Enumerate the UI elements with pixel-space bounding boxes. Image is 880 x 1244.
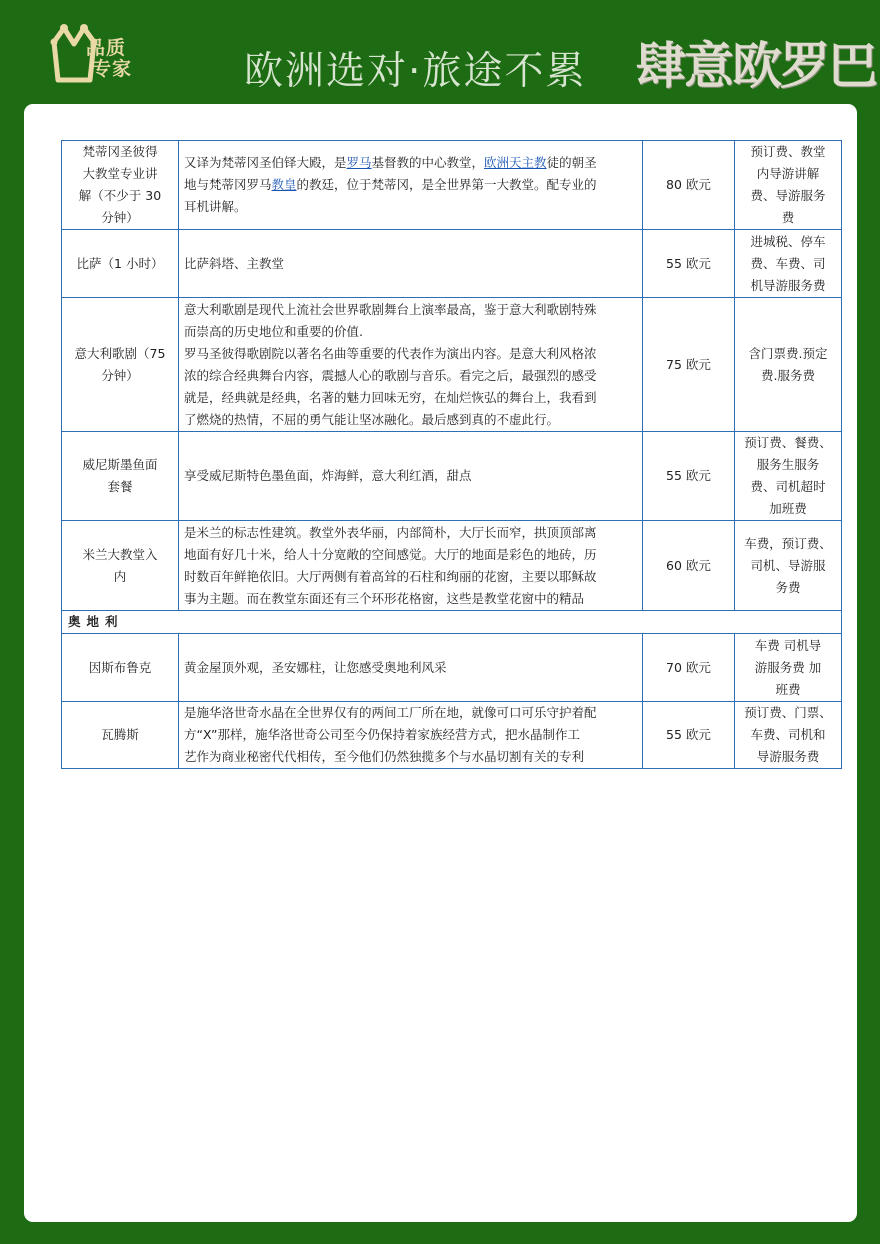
tour-name-cell: 梵蒂冈圣彼得 大教堂专业讲 解（不少于 30 分钟） [62,141,179,230]
tour-description-cell: 又译为梵蒂冈圣伯铎大殿，是罗马基督教的中心教堂，欧洲天主教徒的朝圣 地与梵蒂冈罗马教皇的教廷，位于梵蒂冈，是全世界第一大教堂。配专业的 耳机讲解。 [179,141,643,230]
price-cell: 60 欧元 [643,521,735,611]
tour-description-cell: 比萨斜塔、主教堂 [179,230,643,298]
table-row [62,230,842,298]
link-european-catholic[interactable]: 欧洲天主教 [484,155,547,170]
fee-cell: 车费，预订费、 司机、导游服 务费 [735,521,842,611]
fee-cell: 车费 司机导 游服务费 加 班费 [735,634,842,702]
table-row [62,432,842,521]
region-label: 奥地利 [62,611,842,634]
fee-cell: 进城税、停车 费、车费、司 机导游服务费 [735,230,842,298]
table-row [62,298,842,432]
tour-name-cell: 威尼斯墨鱼面 套餐 [62,432,179,521]
link-pope[interactable]: 教皇 [271,177,297,192]
tour-description-cell: 是米兰的标志性建筑。教堂外表华丽，内部简朴，大厅长而窄，拱顶顶部离 地面有好几十米，给人十分宽敞的空间感觉。大厅的地面是彩色的地砖，历 时数百年鲜艳依旧。大厅两侧有着高耸的石柱和绚丽的花窗，主要以耶稣故 事为主题。而在教堂东面还有三个环形花格窗，这些是教堂花窗中的精品 [179,521,643,611]
table-row [62,521,842,611]
tour-description-cell: 是施华洛世奇水晶在全世界仅有的两间工厂所在地，就像可口可乐守护着配 方“X”那样，施华洛世奇公司至今仍保持着家族经营方式，把水晶制作工 艺作为商业秘密代代相传，至今他们仍然独揽多个与水晶切割有关的专利 [179,702,643,769]
optional-tours-table [61,140,842,769]
table-row [62,702,842,769]
price-cell: 80 欧元 [643,141,735,230]
fee-cell: 含门票费.预定 费.服务费 [735,298,842,432]
price-cell: 55 欧元 [643,702,735,769]
table-row [62,634,842,702]
header-brand-title: 肆意欧罗巴 [636,37,876,95]
page-header [0,0,880,105]
fee-cell: 预订费、教堂 内导游讲解 费、导游服务 费 [735,141,842,230]
price-cell: 75 欧元 [643,298,735,432]
tour-name-cell: 米兰大教堂入 内 [62,521,179,611]
price-cell: 70 欧元 [643,634,735,702]
table-row [62,141,842,230]
fee-cell: 预订费、餐费、 服务生服务 费、司机超时 加班费 [735,432,842,521]
tour-description-cell: 黄金屋顶外观，圣安娜柱，让您感受奥地利风采 [179,634,643,702]
price-cell: 55 欧元 [643,230,735,298]
logo-text-line2: 专家 [92,58,133,80]
header-slogan: 欧洲选对·旅途不累 [244,49,587,94]
link-rome[interactable]: 罗马 [346,155,372,170]
price-cell: 55 欧元 [643,432,735,521]
tour-description-cell: 享受威尼斯特色墨鱼面，炸海鲜，意大利红酒，甜点 [179,432,643,521]
tour-name-cell: 比萨（1 小时） [62,230,179,298]
region-row [62,611,842,634]
tour-name-cell: 瓦腾斯 [62,702,179,769]
fee-cell: 预订费、门票、 车费、司机和 导游服务费 [735,702,842,769]
logo-text-line1: 品质 [86,37,127,59]
tour-name-cell: 因斯布鲁克 [62,634,179,702]
tour-name-cell: 意大利歌剧（75 分钟） [62,298,179,432]
content-card [24,104,857,1222]
tour-description-cell: 意大利歌剧是现代上流社会世界歌剧舞台上演率最高，鉴于意大利歌剧特殊 而崇高的历史地位和重要的价值. 罗马圣彼得歌剧院以著名名曲等重要的代表作为演出内容。是意大利风格浓 浓的综合经典舞台内容，震撼人心的歌剧与音乐。看完之后，最强烈的感受 就是，经典就是经典，名著的魅力回味无穷，在灿烂恢弘的舞台上，我看到 了燃烧的热情，不屈的勇气能让坚冰融化。最后感到真的不虚此行。 [179,298,643,432]
brand-logo [50,22,175,90]
